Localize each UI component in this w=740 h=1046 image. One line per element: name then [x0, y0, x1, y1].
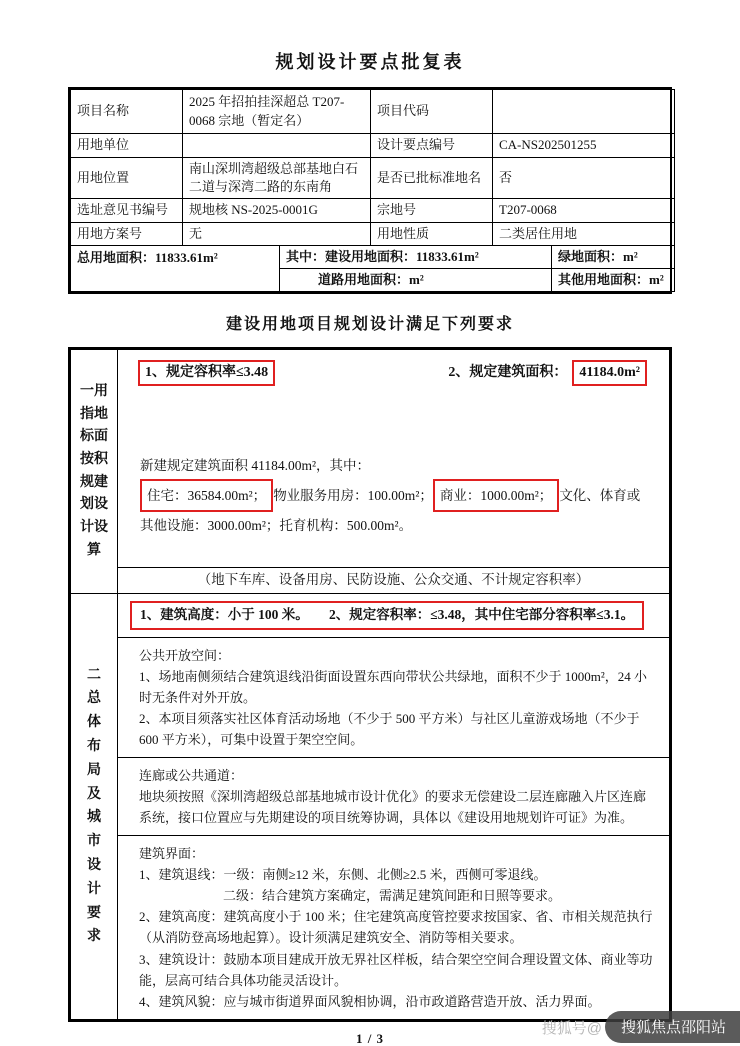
section1-top-row	[118, 360, 669, 386]
section1-note: （地下车库、设备用房、民防设施、公众交通、不计规定容积率）	[118, 568, 670, 594]
label-project-code: 项目代码	[371, 90, 493, 134]
label-site-opinion-number: 选址意见书编号	[71, 199, 183, 222]
building-style-item: 4、建筑风貌：应与城市街道界面风貌相协调，沿市政道路营造开放、活力界面。	[139, 993, 601, 1009]
gfa-intro-text: 新建规定建筑面积 41184.00m²，其中：	[140, 457, 371, 473]
label-design-point-number: 设计要点编号	[371, 134, 493, 158]
label-land-use-type: 用地性质	[371, 222, 493, 245]
open-space-item-2: 2、本项目须落实社区体育活动场地（不少于 500 平方米）与社区儿童游戏场地（不少于 600 平方米），可集中设置于架空空间。	[139, 711, 640, 748]
table-row	[71, 222, 675, 245]
corridor-title: 连廊或公共通道：	[139, 768, 244, 784]
value-site-opinion-number: 规地核 NS-2025-0001G	[183, 199, 371, 222]
height-far-highlight: 1、建筑高度：小于 100 米。 2、规定容积率：≤3.48，其中住宅部分容积率≤3.1。	[130, 601, 644, 630]
value-other-land-area: 其他用地面积：m²	[552, 268, 675, 291]
section1-sidebar-label: 一用指地标面按积规建划设计设算	[80, 383, 108, 558]
table-row	[71, 350, 670, 568]
building-height-item: 2、建筑高度：建筑高度小于 100 米；住宅建筑高度管控要求按国家、省、市相关规范执行（从消防登高场地起算）。设计须满足建筑安全、消防等相关要求。	[139, 909, 653, 946]
table-row	[71, 637, 670, 757]
section1-sidebar	[71, 350, 118, 594]
table-row	[71, 245, 675, 268]
label-land-location: 用地位置	[71, 158, 183, 199]
gfa-breakdown-text	[140, 479, 649, 539]
label-standard-place-name: 是否已批标准地名	[371, 158, 493, 199]
watermark	[542, 1011, 740, 1043]
other-facilities-gfa-text: 文化、体育或其他设施：3000.00m²；托育机构：500.00m²。	[140, 487, 641, 533]
label-project-name: 项目名称	[71, 90, 183, 134]
gfa-requirement	[448, 360, 647, 386]
building-setback-secondary-item: 二级：结合建筑方案确定，需满足建筑间距和日照等要求。	[223, 888, 562, 904]
table-row	[71, 199, 675, 222]
corridor-block	[118, 758, 670, 836]
value-construction-land-area: 其中：建设用地面积：11833.61m²	[280, 245, 552, 268]
watermark-account-badge: 搜狐焦点邵阳站	[605, 1011, 740, 1043]
commercial-gfa-highlight: 商业：1000.00m²；	[433, 479, 559, 512]
land-area-grid	[70, 245, 675, 292]
building-design-item: 3、建筑设计：鼓励本项目建成开放无界社区样板，结合架空空间合理设置文体、商业等功能，层高可结合具体功能灵活设计。	[139, 951, 653, 988]
value-road-land-area: 道路用地面积：m²	[280, 268, 552, 291]
building-interface-title: 建筑界面：	[139, 846, 205, 862]
section2-sidebar-label: 二总体布局及城市设计要求	[87, 667, 101, 945]
building-interface-block	[118, 836, 670, 1019]
open-space-title: 公共开放空间：	[139, 647, 231, 663]
section2-sidebar	[71, 594, 118, 1020]
project-info-grid	[70, 89, 675, 246]
building-setback-item: 1、建筑退线：一级：南侧≥12 米，东侧、北侧≥2.5 米，西侧可零退线。	[139, 867, 547, 883]
project-info-table	[68, 87, 672, 294]
section1-main-cell	[118, 350, 670, 568]
value-land-plan-number: 无	[183, 222, 371, 245]
watermark-prefix: 搜狐号@	[541, 1019, 602, 1037]
corridor-text: 地块须按照《深圳湾超级总部基地城市设计优化》的要求无偿建设二层连廊融入片区连廊系统，接口位置应与先期建设的项目统筹协调，具体以《建设用地规划许可证》为准。	[139, 789, 647, 826]
label-land-plan-number: 用地方案号	[71, 222, 183, 245]
property-service-gfa-text: 物业服务用房：100.00m²；	[273, 487, 433, 503]
value-design-point-number: CA-NS202501255	[493, 134, 675, 158]
table-row	[71, 758, 670, 836]
section2-highlight-cell	[118, 594, 670, 638]
open-space-item-1: 1、场地南侧须结合建筑退线沿街面设置东西向带状公共绿地，面积不少于 1000m²，24 小时无条件对外开放。	[139, 668, 648, 705]
value-green-land-area: 绿地面积：m²	[552, 245, 675, 268]
gfa-label: 2、规定建筑面积：	[448, 365, 568, 381]
section-heading: 建设用地项目规划设计满足下列要求	[225, 316, 514, 334]
value-total-land-area: 总用地面积：11833.61m²	[71, 245, 280, 291]
document-content	[68, 0, 672, 1046]
far-requirement-highlight: 1、规定容积率≤3.48	[138, 360, 275, 386]
document-title: 规划设计要点批复表	[275, 52, 465, 72]
requirements-table	[68, 347, 672, 1022]
value-project-code	[493, 90, 675, 134]
value-land-user	[183, 134, 371, 158]
table-row	[71, 594, 670, 638]
value-land-location: 南山深圳湾超级总部基地白石二道与深湾二路的东南角	[183, 158, 371, 199]
value-parcel-number: T207-0068	[493, 199, 675, 222]
label-parcel-number: 宗地号	[371, 199, 493, 222]
table-row	[71, 836, 670, 1019]
gfa-breakdown-paragraph	[118, 454, 669, 539]
table-row	[71, 568, 670, 594]
open-space-block	[118, 637, 670, 757]
gfa-value-highlight: 41184.0m²	[572, 360, 647, 386]
table-row	[71, 134, 675, 158]
value-standard-place-name: 否	[493, 158, 675, 199]
label-land-user: 用地单位	[71, 134, 183, 158]
requirements-grid	[70, 349, 670, 1020]
table-row	[71, 158, 675, 199]
value-land-use-type: 二类居住用地	[493, 222, 675, 245]
table-row	[71, 90, 675, 134]
page-number: 1 / 3	[355, 1030, 385, 1046]
value-project-name: 2025 年招拍挂深超总 T207-0068 宗地（暂定名）	[183, 90, 371, 134]
residential-gfa-highlight: 住宅：36584.00m²；	[140, 479, 273, 512]
